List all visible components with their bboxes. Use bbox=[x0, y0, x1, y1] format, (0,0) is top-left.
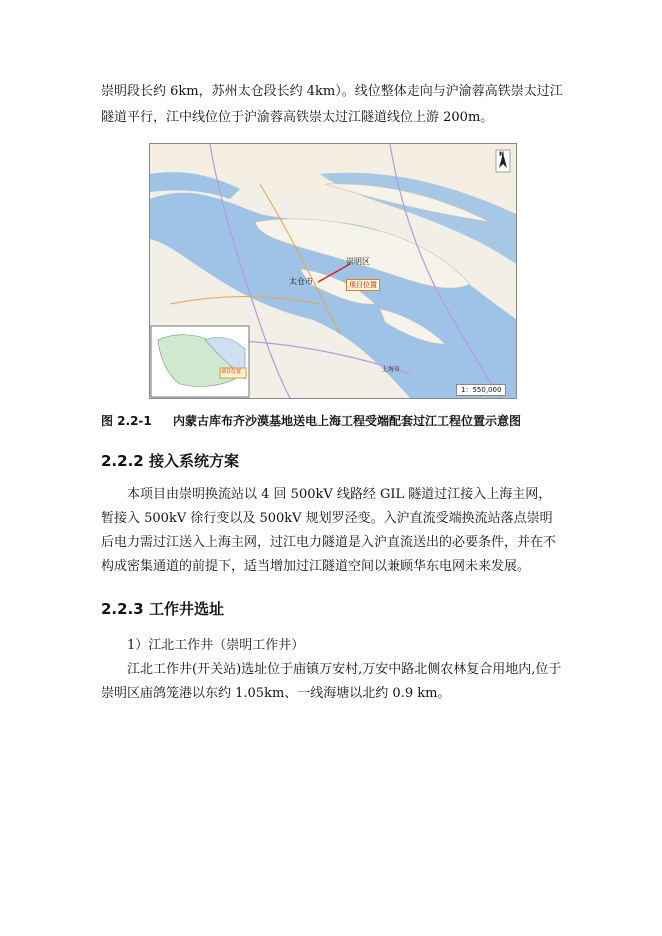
intro-line-2: 隧道平行，江中线位位于沪渝蓉高铁崇太过江隧道线位上游 200m。 bbox=[101, 110, 494, 125]
inset-project-label: 项目位置 bbox=[221, 369, 242, 375]
section-2-2-2-body: 本项目由崇明换流站以 4 回 500kV 线路经 GIL 隧道过江接入上海主网，暂接入 500kV 徐行变以及 500kV 规划罗泾变。入沪直流受端换流站落点崇明后电力需过江送入上海主网，过江电力隧道是入沪直流送出的必要条件，并在不构成密集通道的前提下，适当增加过江隧道空间以兼顾华东电网未来发展。 bbox=[101, 487, 557, 574]
map-label-shanghai: 上海市 bbox=[382, 366, 401, 373]
north-arrow-label: N bbox=[499, 151, 505, 158]
map-label-chongming: 崇明区 bbox=[346, 257, 370, 266]
section-title: 接入系统方案 bbox=[149, 452, 240, 470]
map-label-project: 项目位置 bbox=[346, 279, 380, 291]
figure-title: 内蒙古库布齐沙漠基地送电上海工程受端配套过江工程位置示意图 bbox=[173, 414, 522, 428]
section-heading-2-2-3 bbox=[101, 598, 224, 619]
section-number: 2.2.3 bbox=[101, 600, 144, 618]
section-heading-2-2-2 bbox=[101, 450, 239, 471]
map-graphic bbox=[150, 144, 516, 398]
figure-number: 图 2.2-1 bbox=[101, 414, 152, 428]
map-scale: 1：550,000 bbox=[456, 384, 506, 396]
list-item-1: 1）江北工作井（崇明工作井） bbox=[127, 638, 305, 653]
figure-caption bbox=[101, 412, 563, 429]
section-title: 工作井选址 bbox=[149, 600, 225, 618]
section-number: 2.2.2 bbox=[101, 452, 144, 470]
location-map bbox=[149, 143, 517, 399]
intro-line-1: 崇明段长约 6km，苏州太仓段长约 4km）。线位整体走向与沪渝蓉高铁崇太过江 bbox=[101, 84, 563, 99]
section-2-2-3-body: 江北工作井(开关站)选址位于庙镇万安村,万安中路北侧农林复合用地内,位于崇明区庙鸽笼港以东约 1.05km、一线海塘以北约 0.9 km。 bbox=[101, 662, 562, 701]
map-label-taicang: 太仓市 bbox=[289, 277, 313, 286]
